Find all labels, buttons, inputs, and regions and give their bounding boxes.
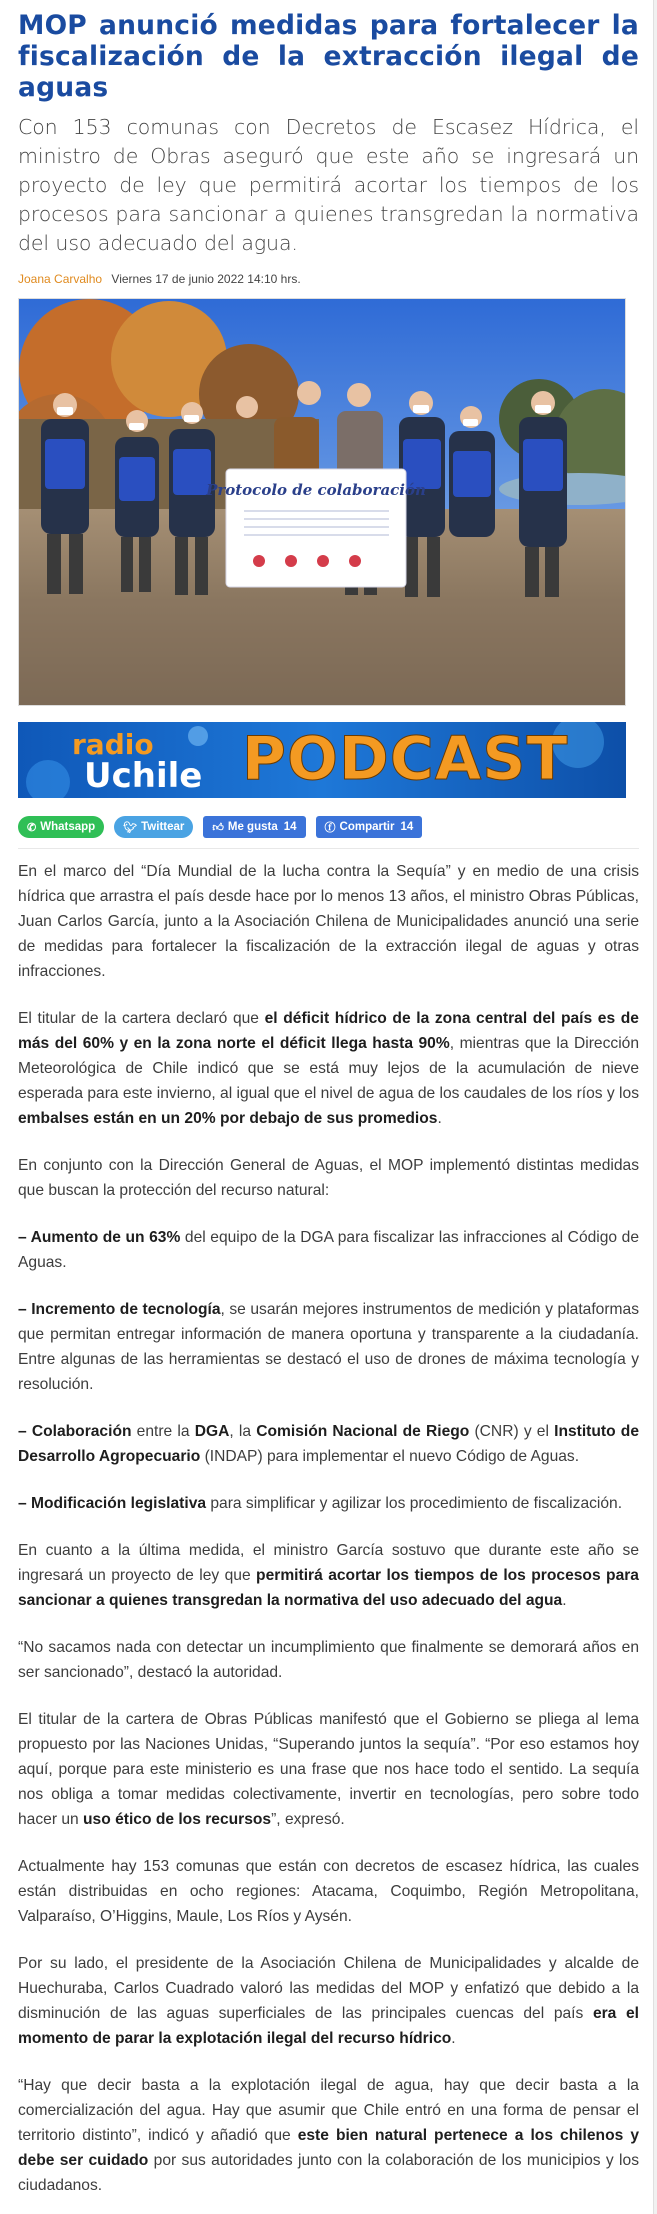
paragraph: En el marco del “Día Mundial de la lucha contra la Sequía” y en medio de una crisis hídrica que arrastra el país desde hace por lo menos 13 años, el ministro Obras Públicas, Juan Carlos García, junto a la Asociación Chilena de Municipalidades anunció una serie de medidas para fortalecer la fiscalización de la extracción ilegal de aguas y otras infracciones. [18,863,639,980]
text: . [451,2030,456,2047]
paragraph [18,1707,639,1832]
like-label: Me gusta [227,821,278,833]
article-body [18,859,639,2198]
text: , la [229,1423,257,1440]
bold-text: – Modificación legislativa [18,1495,207,1512]
author-link[interactable]: Joana Carvalho [18,272,103,286]
text: por sus autoridades junto con la colaboración de los municipios y los ciudadanos. [18,2152,639,2194]
text: “Hay que decir basta a la explotación ilegal de agua, hay que decir basta a la comercialización del agua. Hay que asumir que Chile entró en una forma de pensar el territorio distinto”, indicó y añadió que [18,2077,639,2144]
paragraph [18,1951,639,2051]
bold-text: el déficit hídrico de la zona central del país es de más del 60% y en la zona norte el déficit llega hasta 90% [18,1010,639,1052]
sign-title: Protocolo de colaboración [206,481,426,499]
article-title: MOP anunció medidas para fortalecer la fiscalización de la extracción ilegal de aguas [18,10,639,103]
scrollbar[interactable] [653,0,657,2214]
bold-text: – Incremento de tecnología [18,1301,221,1318]
hero-photo-illustration [19,299,626,706]
bold-text: embalses están en un 20% por debajo de sus promedios [18,1110,438,1127]
bold-text: Instituto de Desarrollo Agropecuario [18,1423,639,1465]
paragraph [18,1538,639,1613]
text: (INDAP) para implementar el nuevo Código de Aguas. [200,1448,580,1465]
banner-uchile-text: Uchile [84,756,203,796]
whatsapp-share-button[interactable] [18,816,104,838]
facebook-icon: ⓕ [324,822,336,834]
banner-podcast-text: PODCAST [242,724,569,794]
paragraph [18,2073,639,2198]
facebook-share-button[interactable] [316,816,423,838]
paragraph [18,1419,639,1469]
text: El titular de la cartera declaró que [18,1010,265,1027]
publish-date: Viernes 17 de junio 2022 14:10 hrs. [111,272,301,286]
paragraph [18,1006,639,1131]
text: En cuanto a la última medida, el ministro García sostuvo que durante este año se ingresará un proyecto de ley que [18,1542,639,1584]
paragraph [18,1491,639,1516]
article-meta [18,272,639,286]
paragraph: En conjunto con la Dirección General de Aguas, el MOP implementó distintas medidas que buscan la protección del recurso natural: [18,1157,639,1199]
paragraph: Actualmente hay 153 comunas que están con decretos de escasez hídrica, las cuales están distribuidas en ocho regiones: Atacama, Coquimbo, Región Metropolitana, Valparaíso, O’Higgins, Maule, Los Ríos y Aysén. [18,1858,639,1925]
text: . [562,1592,567,1609]
banner-radio-text: radio [72,728,154,761]
thumbs-up-icon: 👍︎ [212,821,224,834]
podcast-banner[interactable] [18,722,626,798]
text: , se usarán mejores instrumentos de medición y plataformas que permitan entregar información de manera oportuna y transparente a la ciudadanía. Entre algunas de las herramientas se destacó el uso de drones de máxima tecnología y resolución. [18,1301,639,1393]
twitter-share-button[interactable] [114,816,193,838]
text: ”, expresó. [271,1811,345,1828]
bold-text: uso ético de los recursos [83,1811,272,1828]
bold-text: DGA [194,1423,230,1440]
text: El titular de la cartera de Obras Públicas manifestó que el Gobierno se pliega al lema propuesto por las Naciones Unidas, “Superando juntos la sequía”. “Por eso estamos hoy aquí, porque para este ministerio es una frase que nos hace todo el sentido. La sequía nos obliga a tomar medidas colectivamente, invertir en tecnologías, pero sobre todo hacer un [18,1711,639,1828]
bold-text: Comisión Nacional de Riego [256,1423,470,1440]
text: . [437,1110,442,1127]
twitter-label: Twittear [141,821,185,833]
text: entre la [131,1423,195,1440]
share-bar [18,816,639,849]
whatsapp-icon: ✆ [27,821,37,834]
bold-text: era el momento de parar la explotación ilegal del recurso hídrico [18,2005,639,2047]
article-subtitle: Con 153 comunas con Decretos de Escasez Hídrica, el ministro de Obras aseguró que este año se ingresará un proyecto de ley que permitirá acortar los tiempos de los procesos para sancionar a quienes transgredan la normativa del uso adecuado del agua. [18,115,639,255]
facebook-like-button[interactable] [203,816,305,838]
text: para simplificar y agilizar los procedimiento de fiscalización. [206,1495,623,1512]
bold-text: – Colaboración [18,1423,132,1440]
paragraph [18,1297,639,1397]
whatsapp-label: Whatsapp [40,821,96,833]
text: Por su lado, el presidente de la Asociación Chilena de Municipalidades y alcalde de Huechuraba, Carlos Cuadrado valoró las medidas del MOP y enfatizó que debido a la disminución de las aguas superficiales de las principales cuencas del país [18,1955,639,2022]
text: del equipo de la DGA para fiscalizar las infracciones al Código de Aguas. [18,1229,639,1271]
paragraph [18,1225,639,1275]
share-label: Compartir [339,821,395,833]
hero-photo [18,298,626,706]
bold-text: este bien natural pertenece a los chilenos y debe ser cuidado [18,2127,639,2169]
twitter-icon: 🐦︎ [123,821,138,834]
text: (CNR) y el [469,1423,555,1440]
text: , mientras que la Dirección Meteorológica de Chile indicó que se está muy lejos de la acumulación de nieve esperada para este invierno, al igual que el nivel de agua de los caudales de los ríos y los [18,1035,640,1102]
like-count: 14 [283,821,297,833]
bold-text: permitirá acortar los tiempos de los procesos para sancionar a quienes transgredan la normativa del uso adecuado del agua [18,1567,639,1609]
share-count: 14 [400,821,414,833]
paragraph: “No sacamos nada con detectar un incumplimiento que finalmente se demorará años en ser sancionado”, destacó la autoridad. [18,1639,639,1681]
bold-text: – Aumento de un 63% [18,1229,181,1246]
